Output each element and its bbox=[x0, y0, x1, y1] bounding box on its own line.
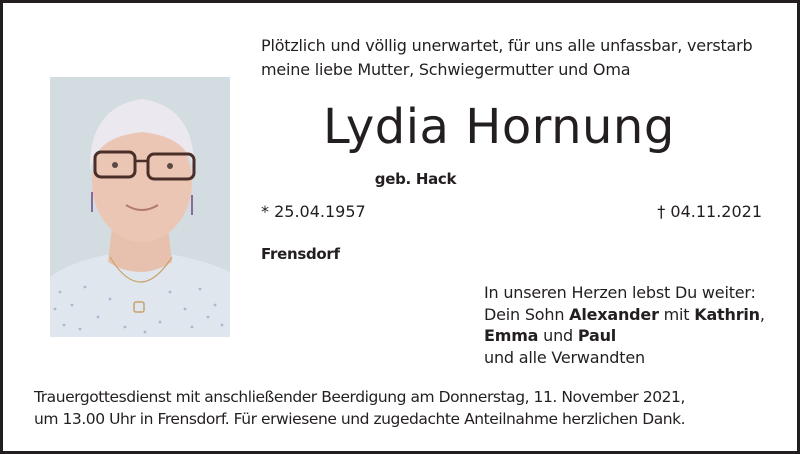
intro-line-2: meine liebe Mutter, Schwiegermutter und Oma bbox=[261, 60, 631, 79]
funeral-info bbox=[34, 387, 685, 430]
family-line-3 bbox=[484, 325, 765, 347]
death-date: † 04.11.2021 bbox=[657, 202, 762, 221]
family-line-2 bbox=[484, 304, 765, 326]
daughter-in-law-name: Kathrin bbox=[694, 304, 760, 324]
grandchild-1-name: Emma bbox=[484, 326, 539, 345]
birth-date: * 25.04.1957 bbox=[261, 202, 366, 221]
family-line-4: und alle Verwandten bbox=[484, 347, 645, 367]
portrait-image-icon bbox=[50, 77, 230, 337]
und-text: und bbox=[538, 326, 578, 345]
funeral-line-1: Trauergottesdienst mit anschließender Beerdigung am Donnerstag, 11. November 2021, bbox=[34, 388, 685, 406]
family-line-1: In unseren Herzen lebst Du weiter: bbox=[484, 283, 756, 302]
family-signature bbox=[484, 282, 765, 368]
son-name: Alexander bbox=[569, 304, 659, 324]
mit-text: mit bbox=[658, 304, 695, 324]
intro-line-1: Plötzlich und völlig unerwartet, für uns alle unfassbar, verstarb bbox=[261, 36, 753, 55]
maiden-name: geb. Hack bbox=[374, 170, 457, 188]
deceased-name: Lydia Hornung bbox=[323, 99, 675, 155]
intro-text bbox=[261, 34, 752, 82]
comma: , bbox=[759, 304, 765, 324]
family-line-2-prefix: Dein Sohn bbox=[484, 304, 570, 324]
portrait-photo bbox=[50, 77, 230, 337]
place-of-residence: Frensdorf bbox=[261, 245, 340, 263]
grandchild-2-name: Paul bbox=[577, 326, 617, 345]
funeral-line-2: um 13.00 Uhr in Frensdorf. Für erwiesene und zugedachte Anteilnahme herzlichen Dank. bbox=[34, 409, 686, 428]
